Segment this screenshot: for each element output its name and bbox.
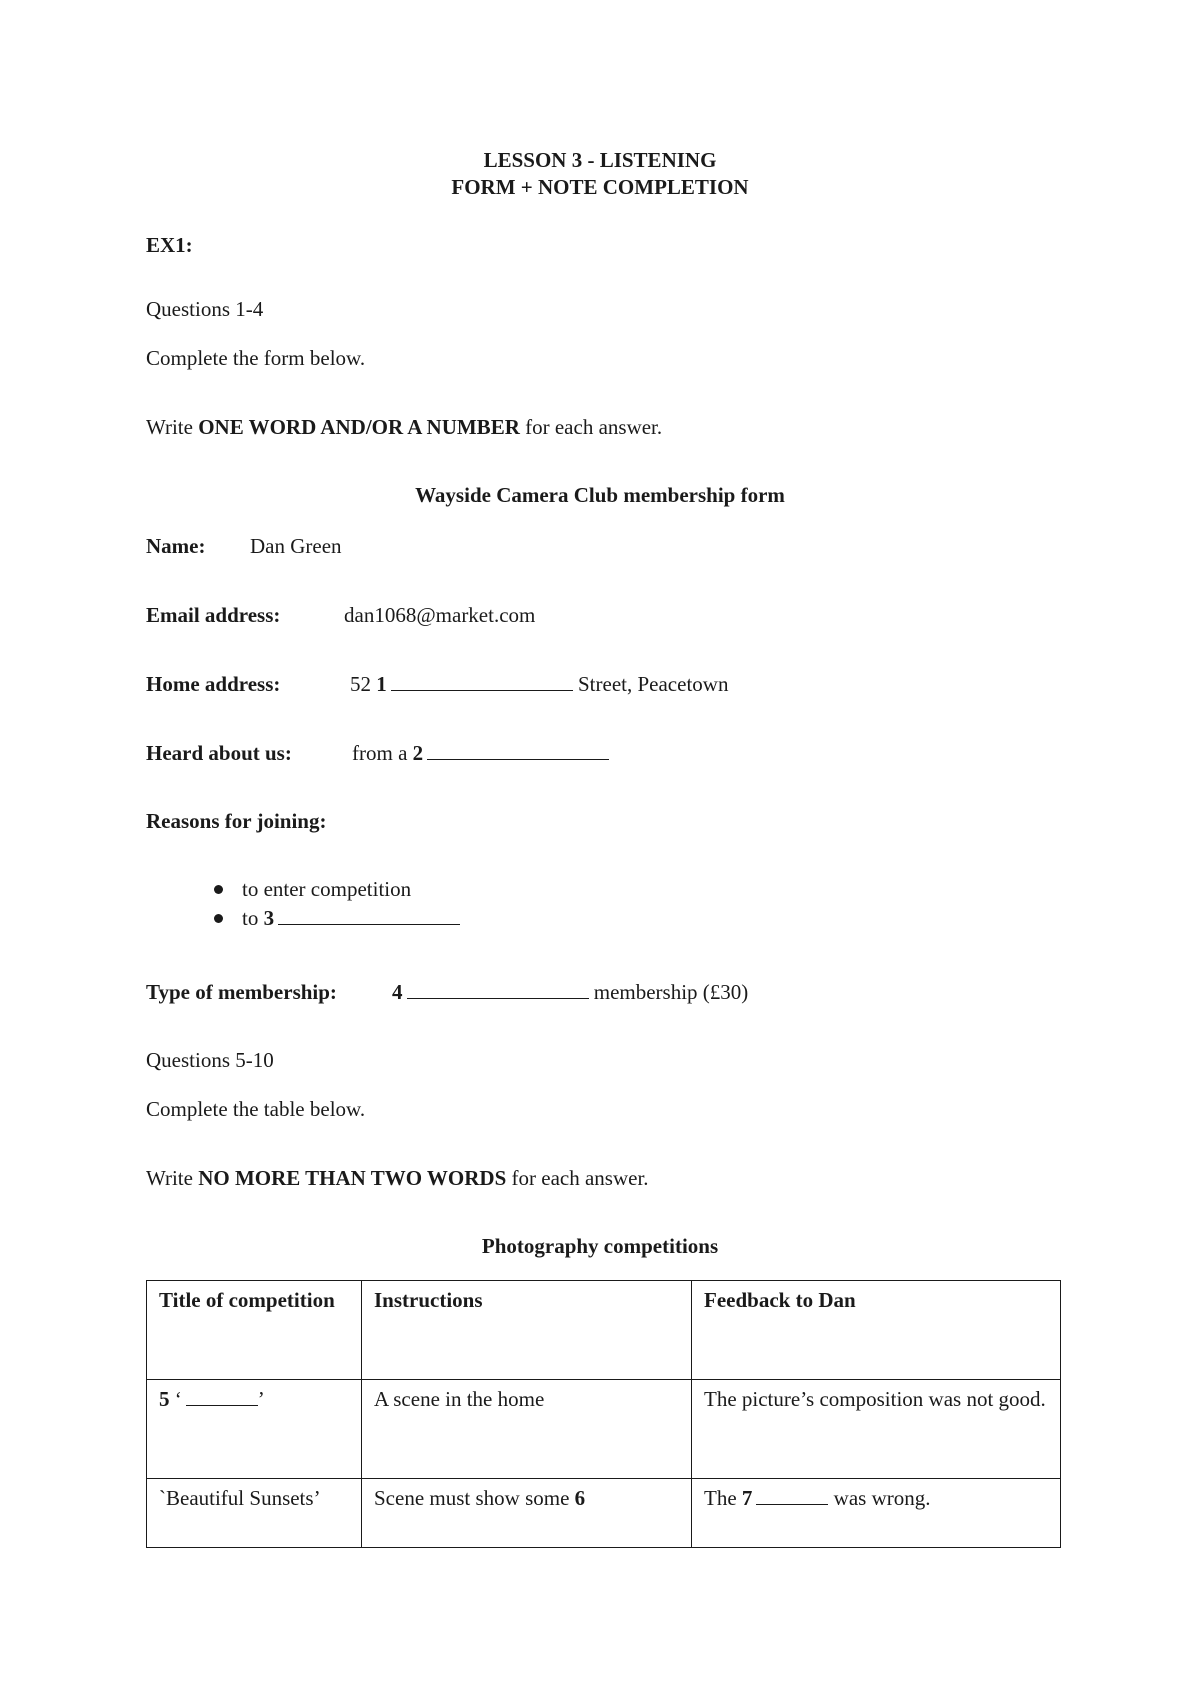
- table-cell: 5 ‘ ’: [147, 1380, 362, 1479]
- table-cell: The 7 was wrong.: [692, 1479, 1061, 1548]
- table-cell: Scene must show some 6: [362, 1479, 692, 1548]
- table-row: [147, 1479, 1061, 1548]
- name-row: [146, 533, 342, 559]
- bullet-icon: [214, 885, 223, 894]
- form-title: Wayside Camera Club membership form: [415, 483, 785, 507]
- answer-blank-5[interactable]: [186, 1387, 258, 1406]
- table-header-row: [147, 1281, 1061, 1380]
- part2-word-limit: Write NO MORE THAN TWO WORDS for each answer.: [146, 1166, 649, 1190]
- part1-instruction: Complete the form below.: [146, 346, 366, 370]
- email-value: dan1068@market.com: [344, 603, 536, 627]
- answer-blank-2[interactable]: [427, 741, 609, 760]
- column-header-instructions: Instructions: [362, 1281, 692, 1380]
- home-address-row: [146, 671, 729, 697]
- answer-blank-4[interactable]: [407, 980, 589, 999]
- email-label: Email address:: [146, 603, 281, 627]
- answer-blank-1[interactable]: [391, 672, 573, 691]
- table-cell: A scene in the home: [362, 1380, 692, 1479]
- competitions-table: [146, 1280, 1061, 1548]
- reasons-list: [214, 876, 460, 934]
- part2-instruction: Complete the table below.: [146, 1097, 366, 1121]
- heard-about-label: Heard about us:: [146, 741, 292, 765]
- heard-about-value: from a 2: [352, 740, 609, 766]
- home-address-value: 52 1 Street, Peacetown: [350, 672, 729, 696]
- lesson-subtitle: FORM + NOTE COMPLETION: [451, 175, 749, 199]
- answer-blank-3[interactable]: [278, 906, 460, 925]
- bullet-icon: [214, 914, 223, 923]
- lesson-title: LESSON 3 - LISTENING: [483, 148, 717, 172]
- questions-1-4-heading: Questions 1-4: [146, 297, 264, 321]
- reasons-label: Reasons for joining:: [146, 809, 327, 833]
- name-value: Dan Green: [250, 534, 342, 558]
- membership-type-label: Type of membership:: [146, 980, 337, 1004]
- table-row: [147, 1380, 1061, 1479]
- home-address-label: Home address:: [146, 672, 281, 696]
- list-item: to enter competition: [214, 876, 460, 905]
- part1-word-limit: Write ONE WORD AND/OR A NUMBER for each answer.: [146, 415, 663, 439]
- questions-5-10-heading: Questions 5-10: [146, 1048, 274, 1072]
- column-header-feedback: Feedback to Dan: [692, 1281, 1061, 1380]
- answer-blank-7[interactable]: [756, 1486, 828, 1505]
- email-row: [146, 602, 536, 628]
- table-cell: The picture’s composition was not good.: [692, 1380, 1061, 1479]
- membership-type-value: 4 membership (£30): [392, 980, 749, 1004]
- heard-about-row: [146, 740, 424, 766]
- table-title: Photography competitions: [481, 1234, 719, 1258]
- exercise-label: EX1:: [146, 233, 193, 257]
- list-item: to 3: [214, 905, 460, 934]
- table-cell: `Beautiful Sunsets’: [147, 1479, 362, 1548]
- name-label: Name:: [146, 534, 206, 558]
- column-header-title: Title of competition: [147, 1281, 362, 1380]
- membership-type-row: [146, 979, 749, 1005]
